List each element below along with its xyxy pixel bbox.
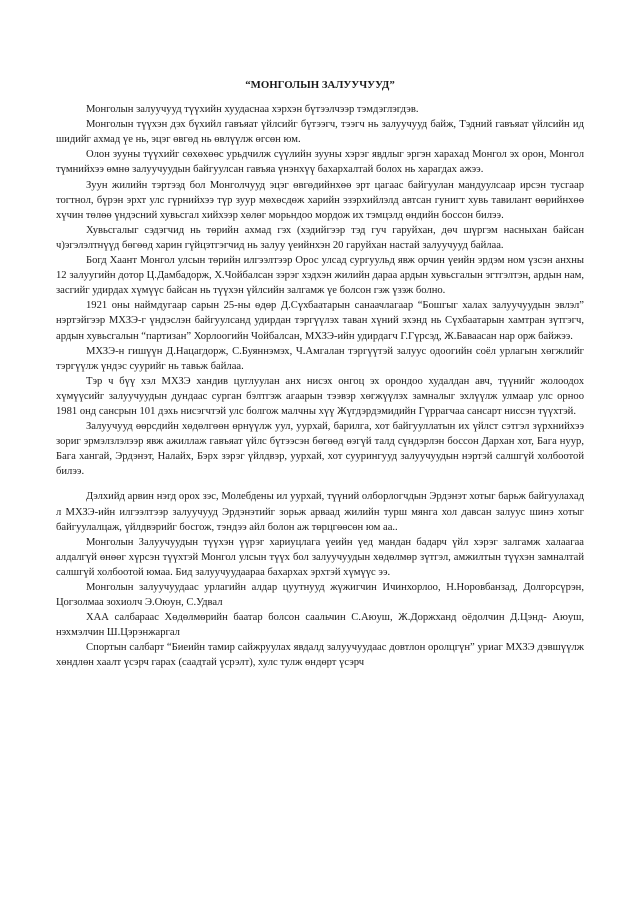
paragraph-13: Монголын залуучуудаас урлагийн алдар цуутнууд жүжигчин Ичинхорлоо, Н.Норовбанзад, Долгорсүрэн, Цогзолмаа зохиолч Э.Оюун, С.Удвал (56, 582, 584, 609)
paragraph-9: Тэр ч бүү хэл МХЗЭ хандив цуглуулан анх нисэх онгоц эх орондоо худалдан авч, түүнийг жолоодох хүмүүсийг залуучуудын дундаас сурган бэлтгэж агаарын тээвэр хөгжүүлэх замналыг эхлүүлж улмаар улс орноо 1981 онд сансрын 101 дэхь нисэгчтэй улс болгож малчны хүү Жүгдэрдэмидийн Гүррагчаа сансарт ниссэн түүхтэй. (56, 375, 584, 417)
paragraph-gap (56, 479, 584, 489)
paragraph-7: 1921 оны наймдугаар сарын 25-ны өдөр Д.Сүхбаатарын санаачлагаар “Бошгыг халах залуучуудын эвлэл” нэртэйгээр МХЗЭ-г үндэслэн байгуулсанд удирдан тэргүүлэх таван хүний эхэнд нь Сүхбаатарын хамтран зүтгэгч, ардын хувьсгалын “партизан” Хорлоогийн Чойбалсан, МХЗЭ-ийн удирдагч Г.Гүрсэд, Ж.Баваасан нар орж байжээ. (56, 300, 584, 342)
paragraph-8: МХЗЭ-н гишүүн Д.Нацагдорж, С.Буяннэмэх, Ч.Амгалан тэргүүтэй залуус одоогийн соёл урлагын хөгжлийг тэргүүлж үндэс суурийг нь тавьж байлаа. (56, 345, 584, 372)
paragraph-4: Зуун жилийн тэртээд бол Монголчууд эцэг өвгөдийнхөө эрт цагаас байгуулан мандуулсаар ирсэн тусгаар тогтнол, бүрэн эрхт улс гүрнийхээ түр зуур мөхөсдөж харийн эзэрхийлэлд автсан гунигт хувь тавилант өөрийнхөө хүчин төлөө үндэсний хувьсгал хийхээр хөлөг морьндоо мордож их тэмцэлд өндийн боссон билээ. (56, 179, 584, 221)
paragraph-5: Хувьсгалыг сэдэгчид нь төрийн ахмад гэх (хэдийгээр тэд гуч гаруйхан, дөч шүргэм насныхан байсан ч)эгэлэлтнүүд бөгөөд харин гүйцэтгэгчид нь залуу үеийнхэн 20 гаруйхан настай залуучууд байлаа. (56, 224, 584, 251)
paragraph-15: Спортын салбарт “Биеийн тамир сайжруулах явдалд залуучуудаас довтлон оролцгүн” уриаг МХЗЭ дэвшүүлж хөндлөн хаалт үсэрч гарах (саадтай үсрэлт), хулс тулж өндөрт үсэрч (56, 642, 584, 669)
paragraph-12: Монголын Залуучуудын түүхэн үүрэг хариуцлага үеийн үед мандан бадарч үйл хэрэг залгамж халаагаа алдалгүй өнөөг хүрсэн түүхтэй Монгол улсын түүх бол залуучуудын хөдөлмөр зүтгэл, амжилтын түүхэн замналтай салшгүй холбоотой юмаа. Бид залуучуудаараа бахархах эрхтэй хүмүүс ээ. (56, 536, 584, 578)
paragraph-6: Богд Хаант Монгол улсын төрийн илгээлтээр Орос улсад сургуульд явж орчин үеийн эрдэм ном үзсэн анхны 12 залуугийн дотор Ц.Дамбадорж, Х.Чойбалсан зэрэг хэдхэн жилийн дараа ардын хувьсгалын эгтгэлтэн, ардын нам, засгийг удирдах хүмүүс байсан нь түүхэн үйлсийн залгамж үе болсон гэж үзэж болно. (56, 255, 584, 297)
paragraph-11: Дэлхийд арвин нэгд орох зэс, Молебдены ил уурхай, түүний олборлогчдын Эрдэнэт хотыг барьж байгуулахад л МХЗЭ-ийн илгээлтээр залуучууд Эрдэнэтийг зорьж арваад жилийн турш мянга хол давсан залуус шинэ хотыг байгуулалцаж, үйлдвэрийг босгож, тэндээ айл болон аж төрцгөөсөн юм аа.. (56, 491, 584, 533)
document-title: “МОНГОЛЫН ЗАЛУУЧУУД” (245, 79, 395, 91)
paragraph-14: ХАА салбараас Хөдөлмөрийн баатар болсон саальчин С.Аюуш, Ж.Доржханд оёдолчин Д.Цэнд- Аюуш, нэхмэлчин Ш.Цэрэнжаргал (56, 612, 584, 639)
paragraph-10: Залуучууд өөрсдийн хөдөлгөөн өрнүүлж уул, уурхай, барилга, хот байгууллатын их үйлст сэтгэл зүрхнийхээ зориг эрмэлзлэлээр явж ажиллаж гавъяат үйлс бүтээсэн бөгөөд өэгүй талд сүндэрлэн боссон Дархан хот, Бага нуур, Бага хангай, Эрдэнэт, Налайх, Бэрх зэрэг үйлдвэр, уурхай, хот суурингууд залуучуудын нэртэй салшгүй холбоотой билээ. (56, 421, 584, 478)
paragraph-1: Монголын залуучууд түүхийн хуудаснаа хэрхэн бүтээлчээр тэмдэглэгдэв. (86, 104, 419, 116)
paragraph-3: Олон зууны түүхийг сөхөхөөс урьдчилж сүүлийн зууны хэрэг явдлыг эргэн харахад Монгол эх орон, Монгол түмнийхээ өмнө залуучуудын байгуулсан гавъяа үнэнхүү бахархалтай болох нь харагдах ажээ. (56, 149, 584, 176)
paragraph-2: Монголын түүхэн дэх бүхийл гавъяат үйлсийг бүтээгч, тээгч нь залуучууд байж, Тэдний гавъяат үйлсийн ид шидийг ахмад үе нь, эцэг өвгөд нь өвлүүлж өгсөн юм. (56, 119, 584, 146)
